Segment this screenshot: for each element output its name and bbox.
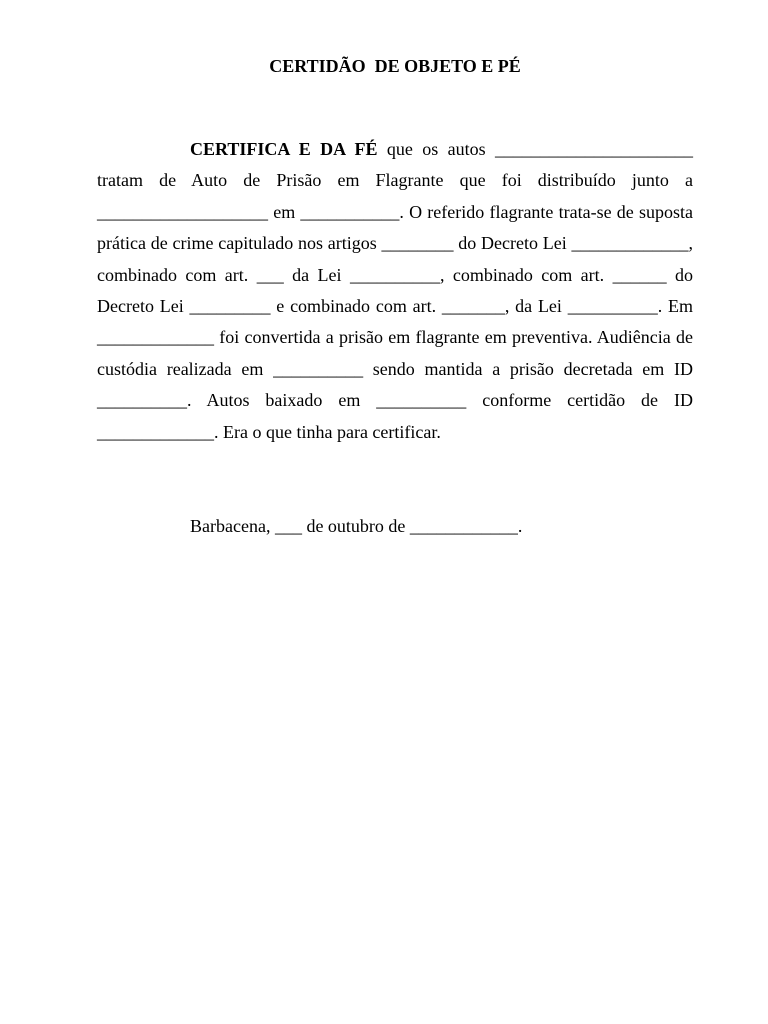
document-title: CERTIDÃO DE OBJETO E PÉ [269, 56, 521, 76]
certification-paragraph [97, 134, 693, 448]
certification-text: que os autos ______________________ tratam de Auto de Prisão em Flagrante que foi distribuído junto a ___________________ em ___________. O referido flagrante trata-se de suposta prática de crime capitulado nos artigos ________ do Decreto Lei _____________, combinado com art. ___ da Lei __________, combinado com art. ______ do Decreto Lei _________ e combinado com art. _______, da Lei __________. Em _____________ foi convertida a prisão em flagrante em preventiva. Audiência de custódia realizada em __________ sendo mantida a prisão decretada em ID __________. Autos baixado em __________ conforme certidão de ID _____________. Era o que tinha para certificar. [97, 139, 693, 442]
certification-lead: CERTIFICA E DA FÉ [190, 139, 378, 159]
closing-place-date: Barbacena, ___ de outubro de ____________. [190, 516, 523, 536]
